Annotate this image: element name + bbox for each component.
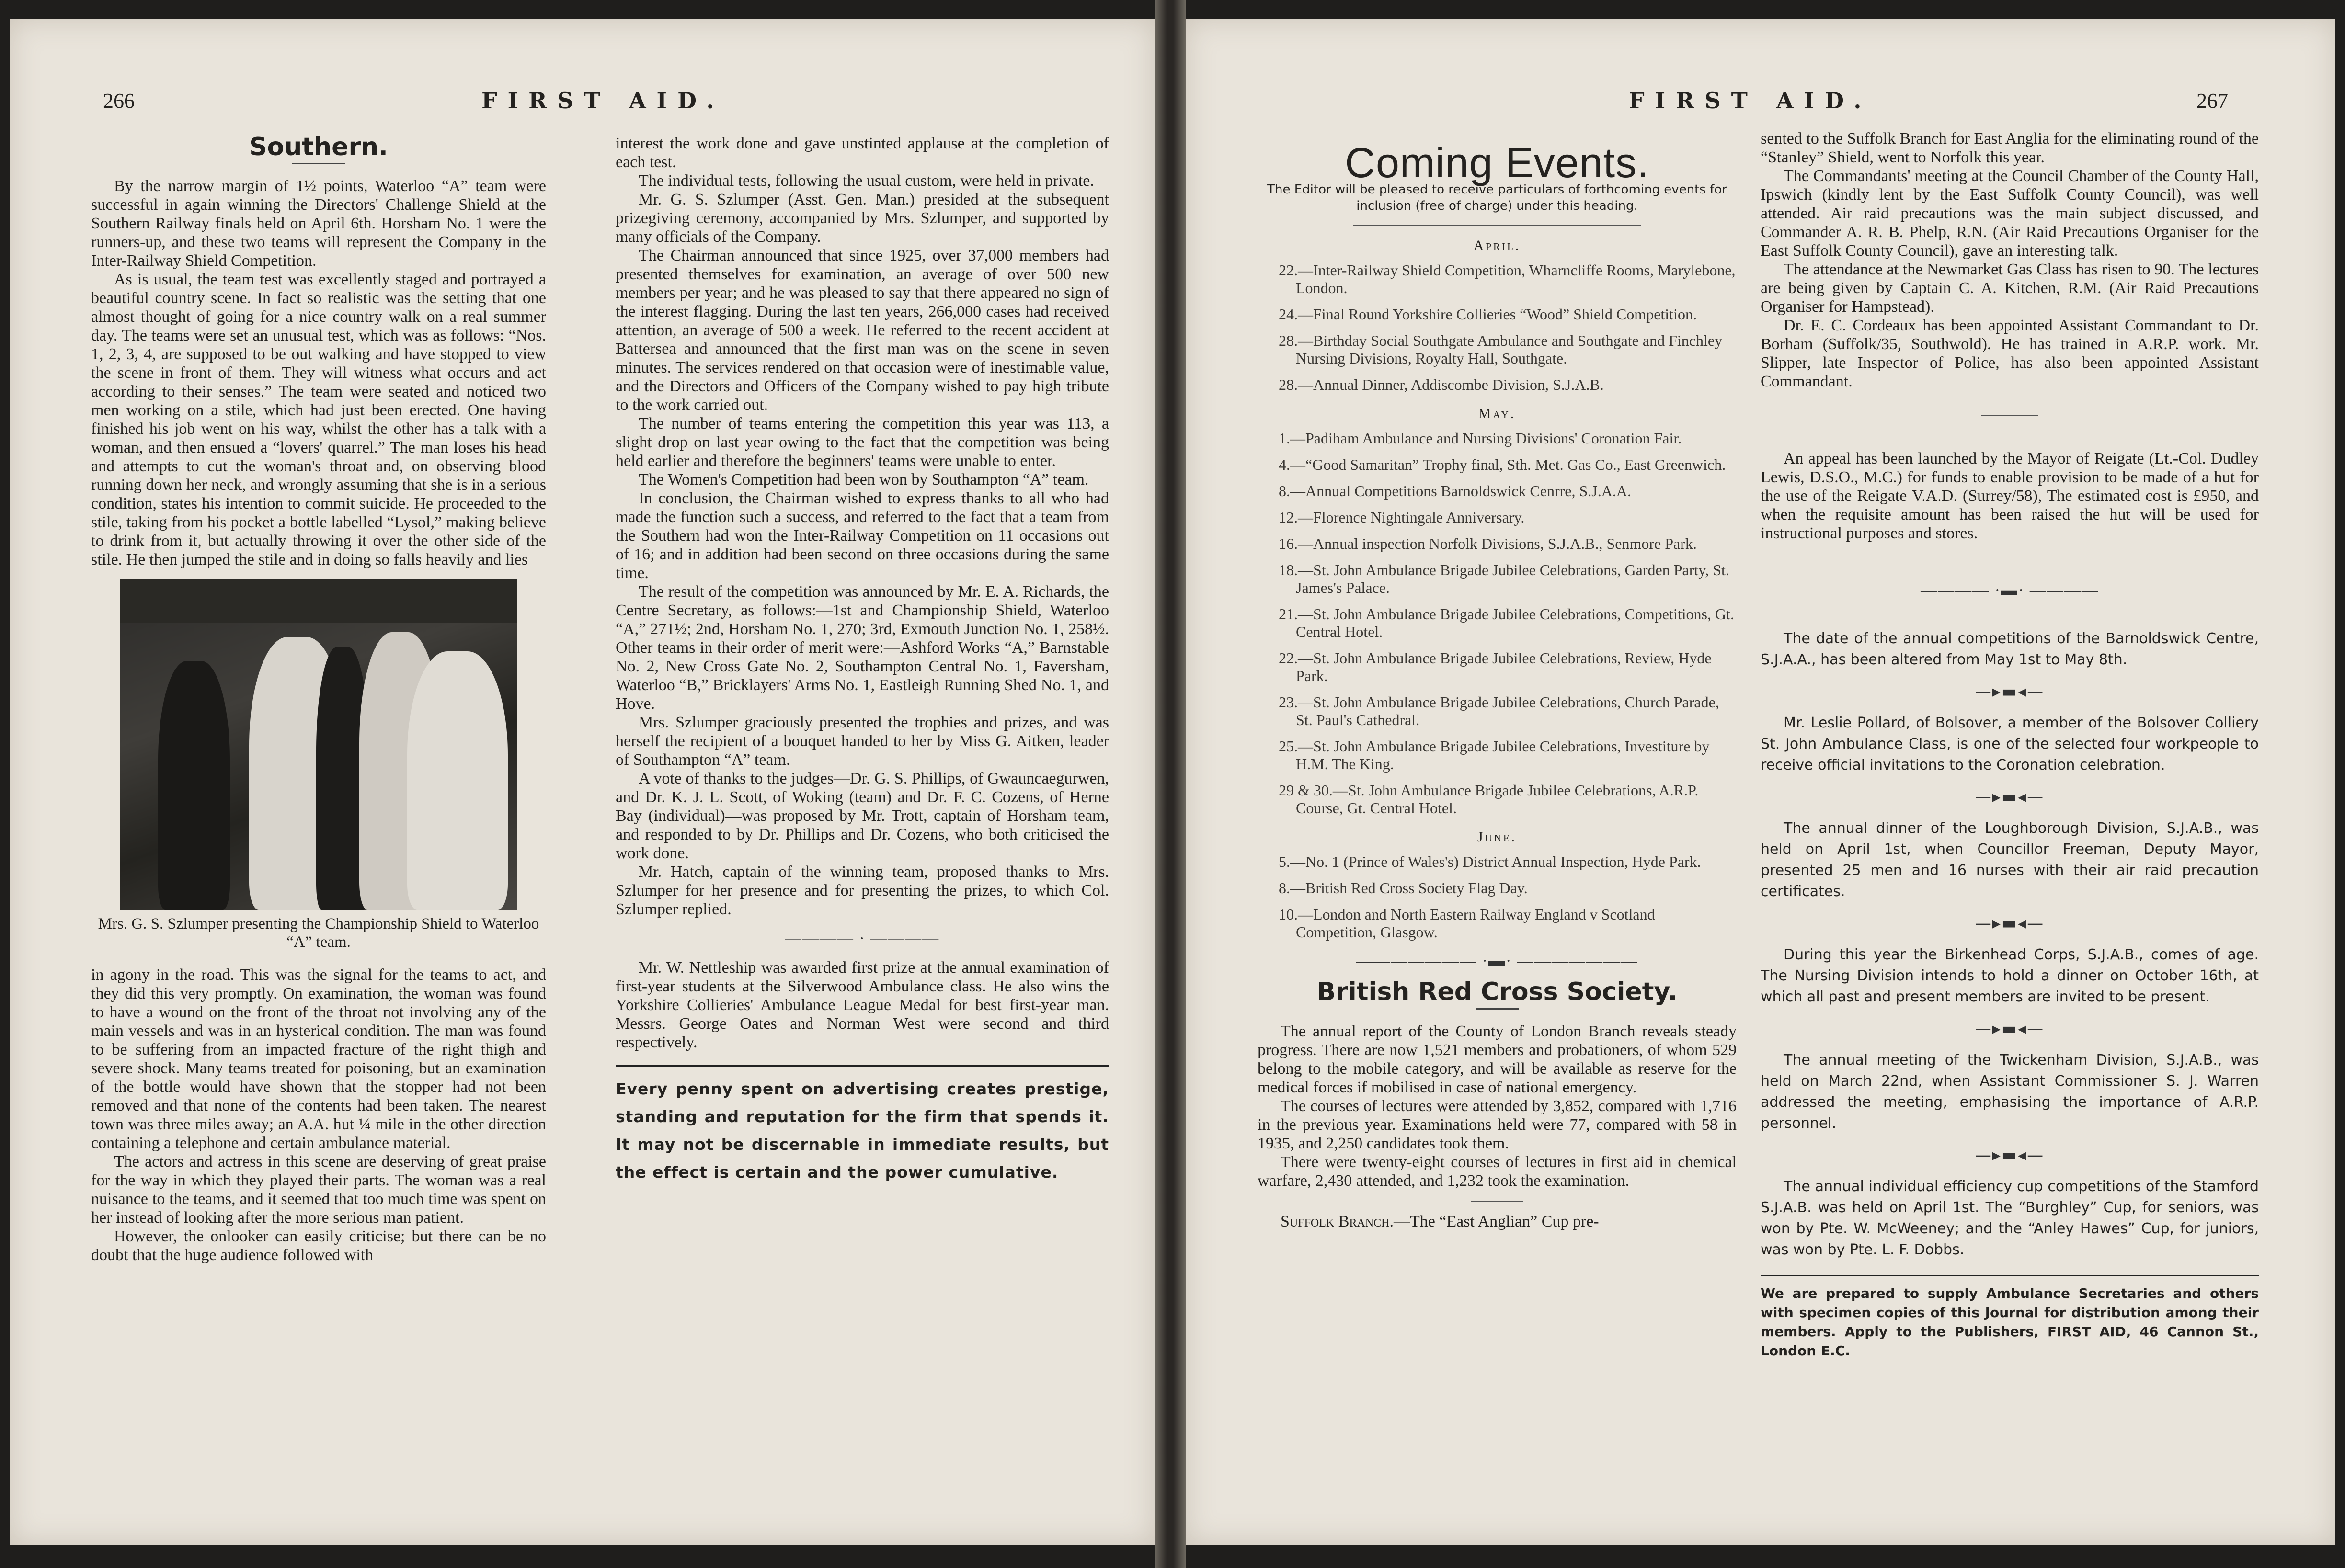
brc-title: British Red Cross Society. (1316, 977, 1678, 1006)
brc-paragraph: The courses of lectures were attended by 3,852, compared with 1,716 in the previous year. Examinations held were 77, compared with 58 in 1935, and 2,250 candidates took them. (1258, 1097, 1737, 1152)
event-item: 10.—London and North Eastern Railway England v Scotland Competition, Glasgow. (1279, 906, 1655, 941)
suffolk-label: Suffolk Branch. (1281, 1213, 1394, 1230)
event-item: 28.—Annual Dinner, Addiscombe Division, S.J.A.B. (1279, 376, 1604, 393)
book-gutter (1155, 0, 1186, 1568)
prizegiving-paragraph: In conclusion, the Chairman wished to express thanks to all who had made the function such a success, and referred to the fact that a team from the Southern had won the Inter-Railway Competition on 11 occasions out of 16; and in addition had been second on three occasions during the same time. (616, 489, 1109, 582)
suffolk-paragraph (1258, 1212, 1737, 1231)
month-heading-may: May. (1478, 406, 1516, 421)
prizegiving-paragraph: A vote of thanks to the judges—Dr. G. S. Phillips, of Gwauncaegurwen, and Dr. K. J. L. Scott, of Woking (team) and Dr. F. C. Cozens, of Herne Bay (individual)—was proposed by Mr. Trott, captain of Horsham team, and responded to by Dr. Phillips and Dr. Cozens, who both criticised the work done. (616, 770, 1109, 862)
event-item: 18.—St. John Ambulance Brigade Jubilee Celebrations, Garden Party, St. James's Palace. (1279, 561, 1729, 596)
photo-figure (407, 651, 508, 910)
coming-events-intro: The Editor will be pleased to receive particulars of forthcoming events for inclusion (free of charge) under this heading. (1267, 182, 1727, 213)
brc-paragraph: The annual report of the County of London Branch reveals steady progress. There are now 1,521 members and probationers, of whom 529 belong to the mobile category, and will be available as reserve for the medical forces if mobilised in case of national emergency. (1258, 1023, 1737, 1096)
coming-events-title: Coming Events. (1345, 139, 1649, 186)
photo-caption: Mrs. G. S. Szlumper presenting the Championship Shield to Waterloo “A” team. (98, 915, 539, 951)
left-page (10, 19, 1155, 1545)
section-divider-ornament: ――――――― ·▬· ――――――― (1356, 952, 1638, 970)
prizegiving-paragraph: Mr. Hatch, captain of the winning team, proposed thanks to Mrs. Szlumper for her presence and for presenting the prizes, to which Col. Szlumper replied. (616, 863, 1109, 918)
right-page (1186, 19, 2335, 1545)
prizegiving-paragraph: Mrs. Szlumper graciously presented the trophies and prizes, and was herself the recipient of a bouquet handed to her by Miss G. Aitken, leader of Southampton “A” team. (616, 714, 1109, 769)
event-item: 28.—Birthday Social Southgate Ambulance and Southgate and Finchley Nursing Divisions, Royalty Hall, Southgate. (1279, 332, 1723, 367)
event-item: 22.—St. John Ambulance Brigade Jubilee Celebrations, Review, Hyde Park. (1279, 649, 1712, 684)
photo-figure (158, 661, 230, 910)
event-item: 23.—St. John Ambulance Brigade Jubilee Celebrations, Church Parade, St. Paul's Cathedral. (1279, 693, 1719, 728)
prizegiving-paragraph: Mr. G. S. Szlumper (Asst. Gen. Man.) presided at the subsequent prizegiving ceremony, accompanied by Mrs. Szlumper, and supported by many officials of the Company. (616, 191, 1109, 246)
southern-paragraph: in agony in the road. This was the signal for the teams to act, and they did this very promptly. On examination, the woman was found to have a wound on the front of the throat not involving any of the main vessels and was in an hysterical condition. The man was found to be suffering from an impacted fracture of the right thigh and severe shock. Many teams treated for poisoning, but an examination of the bottle would have shown that the stopper had not been removed and that none of the contents had been taken. The nearest town was three miles away; an A.A. hut ¼ mile in the other direction containing a telephone and certain ambulance material. (91, 966, 546, 1152)
prizegiving-column (616, 134, 1109, 1499)
news-item: The annual dinner of the Loughborough Division, S.J.A.B., was held on April 1st, when Councillor Freeman, Deputy Mayor, presented 25 men and 16 nurses with their air raid precaution certificates. (1761, 820, 2259, 900)
event-item: 8.—Annual Competitions Barnoldswick Cenrre, S.J.A.A. (1279, 482, 1631, 500)
southern-paragraph: However, the onlooker can easily criticise; but there can be no doubt that the huge audience followed with (91, 1227, 546, 1264)
news-paragraph: The Commandants' meeting at the Council Chamber of the County Hall, Ipswich (kindly lent by the East Suffolk County Council), was well attended. Air raid precautions was the main subject discussed, and Commander A. R. B. Phelp, R.N. (Air Raid Precautions Organiser for the East Suffolk County Council), gave an interesting talk. (1761, 167, 2259, 260)
news-paragraph: The attendance at the Newmarket Gas Class has risen to 90. The lectures are being given by Captain C. A. Kitchen, R.M. (Air Raid Precautions Organiser for Hampstead). (1761, 261, 2259, 316)
event-item: 8.—British Red Cross Society Flag Day. (1279, 879, 1528, 897)
advertising-notice: Every penny spent on advertising creates prestige, standing and reputation for the firm that spends it. It may not be discernable in immediate results, but the effect is certain and the power cumulative. (616, 1065, 1109, 1186)
item-divider: —▸▬◂— (1975, 914, 2045, 933)
item-divider: —▸▬◂— (1975, 787, 2045, 807)
southern-heading: Southern. (249, 134, 388, 161)
news-item: The date of the annual competitions of the Barnoldswick Centre, S.J.A.A., has been altered from May 1st to May 8th. (1761, 630, 2259, 668)
event-item: 21.—St. John Ambulance Brigade Jubilee Celebrations, Competitions, Gt. Central Hotel. (1279, 605, 1734, 640)
news-item: The annual individual efficiency cup competitions of the Stamford S.J.A.B. was held on April 1st. The “Burghley” Cup, for seniors, was won by Pte. W. McWeeney; and the “Anley Hawes” Cup, for juniors, was won by Pte. L. F. Dobbs. (1761, 1178, 2259, 1258)
southern-paragraph: As is usual, the team test was excellently staged and portrayed a beautiful country scene. In fact so realistic was the setting that one almost thought of going for a nice country walk on a real summer day. The teams were set an unusual test, which was as follows: “Nos. 1, 2, 3, 4, are supposed to be out walking and have stopped to view the scene in front of them. They will witness what occurs and act according to their senses.” The team were seated and noticed two men working on a stile, which had just been erected. One having finished his job went on his way, whilst the other has a talk with a woman, and then ensued a “lovers' quarrel.” The man loses his head and attempts to cut the woman's throat and, on observing blood running down her neck, and wrongly assuming that she is in a serious condition, states his intention to commit suicide. He proceeded to the stile, taking from his pocket a bottle labelled “Lysol,” making believe to drink from it, but actually throwing it over the other side of the stile. He then jumped the stile and in doing so falls heavily and lies (91, 271, 546, 568)
event-item: 4.—“Good Samaritan” Trophy final, Sth. Met. Gas Co., East Greenwich. (1279, 456, 1726, 473)
item-divider: —▸▬◂— (1975, 1019, 2045, 1038)
page-number-right: 267 (2196, 89, 2228, 113)
news-item: The annual meeting of the Twickenham Division, S.J.A.B., was held on March 22nd, when Assistant Commissioner S. J. Warren addressed the meeting, emphasising the importance of A.R.P. personnel. (1761, 1052, 2259, 1132)
news-column (1761, 129, 2259, 1509)
heading-rule (292, 163, 345, 164)
southern-paragraph: The actors and actress in this scene are deserving of great praise for the way in which they played their parts. The woman was a real nuisance to the teams, and it seemed that too much time was spent on her instead of looking after the more serious man patient. (91, 1153, 546, 1227)
nettleship-paragraph: Mr. W. Nettleship was awarded first prize at the annual examination of first-year students at the Silverwood Ambulance class. He also wins the Yorkshire Collieries' Ambulance League Medal for best first-year man. Messrs. George Oates and Norman West were second and third respectively. (616, 959, 1109, 1051)
month-heading-june: June. (1477, 829, 1517, 845)
southern-column (91, 134, 546, 1499)
prizegiving-paragraph: The number of teams entering the competition this year was 113, a slight drop on last year owing to the fact that the competition was being held earlier and therefore the beginners' teams were unable to enter. (616, 415, 1109, 470)
event-item: 1.—Padiham Ambulance and Nursing Divisions' Coronation Fair. (1279, 430, 1682, 447)
event-item: 16.—Annual inspection Norfolk Divisions, S.J.A.B., Senmore Park. (1279, 535, 1697, 552)
running-header-left: FIRST AID. (481, 88, 725, 114)
event-item: 29 & 30.—St. John Ambulance Brigade Jubilee Celebrations, A.R.P. Course, Gt. Central Hotel. (1279, 782, 1699, 817)
section-divider-ornament: ―――― · ―――― (785, 930, 940, 947)
event-item: 24.—Final Round Yorkshire Collieries “Wood” Shield Competition. (1279, 306, 1697, 323)
page-number-left: 266 (103, 89, 135, 113)
prizegiving-paragraph: The Chairman announced that since 1925, over 37,000 members had presented themselves for examination, an average of over 500 new members per year; and he was pleased to say that there appeared no sign of the interest flagging. During the last ten years, 266,000 cases had received attention, an average of 500 a week. He referred to the recent accident at Battersea and announced that the first man was on the scene in seven minutes. The services rendered on that occasion were of inestimable value, and the Directors and Officers of the Company wished to pay high tribute to the work carried out. (616, 247, 1109, 414)
event-item: 5.—No. 1 (Prince of Wales's) District Annual Inspection, Hyde Park. (1279, 853, 1701, 870)
month-heading-april: April. (1473, 238, 1521, 253)
news-items (1761, 628, 2259, 1261)
news-paragraph: sented to the Suffolk Branch for East Anglia for the eliminating round of the “Stanley” Shield, went to Norfolk this year. (1761, 130, 2259, 166)
running-header-right: FIRST AID. (1629, 88, 1872, 114)
item-divider: —▸▬◂— (1975, 682, 2045, 701)
item-divider: —▸▬◂— (1975, 1146, 2045, 1165)
news-item: Mr. Leslie Pollard, of Bolsover, a member of the Bolsover Colliery St. John Ambulance Class, is one of the selected four workpeople to receive official invitations to the Coronation celebration. (1761, 715, 2259, 773)
brc-paragraph: There were twenty-eight courses of lectures in first aid in chemical warfare, 2,430 attended, and 1,232 took the examination. (1258, 1153, 1737, 1190)
event-item: 22.—Inter-Railway Shield Competition, Wharncliffe Rooms, Marylebone, London. (1279, 261, 1736, 296)
prizegiving-paragraph: The result of the competition was announced by Mr. E. A. Richards, the Centre Secretary, as follows:—1st and Championship Shield, Waterloo “A,” 271½; 2nd, Horsham No. 1, 270; 3rd, Exmouth Junction No. 1, 258½. Other teams in their order of merit were:—Ashford Works “A,” Barnstable No. 2, New Cross Gate No. 2, Southampton Central No. 1, Faversham, Waterloo “B,” Bricklayers' Arms No. 1, Eastleigh Running Shed No. 1, and Hove. (616, 583, 1109, 713)
publisher-notice: We are prepared to supply Ambulance Secretaries and others with specimen copies of this Journal for distribution among their members. Apply to the Publishers, FIRST AID, 46 Cannon St., London E.C. (1761, 1275, 2259, 1361)
news-paragraph: Dr. E. C. Cordeaux has been appointed Assistant Commandant to Dr. Borham (Suffolk/35, Southwold). He has trained in A.R.P. work. Mr. Slipper, late Inspector of Police, has also been appointed Assistant Commandant. (1761, 317, 2259, 390)
southern-paragraph: By the narrow margin of 1½ points, Waterloo “A” team were successful in again winning the Directors' Challenge Shield at the Southern Railway finals held on April 6th. Horsham No. 1 were the runners-up, and these two teams will represent the Company in the Inter-Railway Shield Competition. (91, 177, 546, 270)
championship-photo (120, 579, 517, 910)
news-paragraph: An appeal has been launched by the Mayor of Reigate (Lt.-Col. Dudley Lewis, D.S.O., M.C.) for funds to enable provision to be made of a hut for the use of the Reigate V.A.D. (Surrey/58), The estimated cost is £950, and when the requisite amount has been raised the hut will be used for instructional purposes and stores. (1761, 450, 2259, 542)
section-divider-ornament: ―――― ·▬· ―――― (1921, 581, 2099, 599)
suffolk-text: —The “East Anglian” Cup pre- (1393, 1213, 1599, 1230)
prizegiving-paragraph: interest the work done and gave unstinted applause at the completion of each test. (616, 135, 1109, 171)
prizegiving-paragraph: The Women's Competition had been won by Southampton “A” team. (639, 471, 1089, 489)
news-item: During this year the Birkenhead Corps, S.J.A.B., comes of age. The Nursing Division intends to hold a dinner on October 16th, at which all past and present members are invited to be present. (1761, 946, 2259, 1005)
prizegiving-paragraph: The individual tests, following the usual custom, were held in private. (639, 172, 1094, 190)
coming-events-column (1258, 139, 1737, 1504)
event-item: 12.—Florence Nightingale Anniversary. (1279, 509, 1525, 526)
event-item: 25.—St. John Ambulance Brigade Jubilee Celebrations, Investiture by H.M. The King. (1279, 738, 1710, 773)
